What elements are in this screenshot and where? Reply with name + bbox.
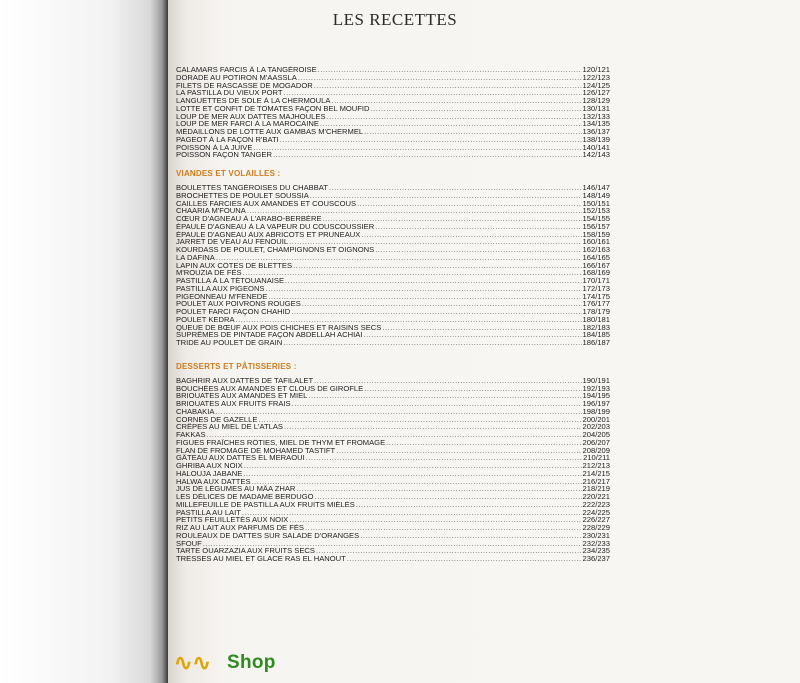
- toc-entry: [176, 184, 610, 192]
- toc-entry: [176, 454, 610, 462]
- toc-leader-dots: [236, 316, 582, 324]
- toc-entry-pages: 226/227: [582, 516, 610, 524]
- toc-entry-title: LA PASTILLA DU VIEUX PORT: [176, 89, 283, 97]
- toc-entry-pages: 178/179: [582, 308, 610, 316]
- toc-leader-dots: [253, 144, 581, 152]
- toc-leader-dots: [306, 454, 582, 462]
- toc-entry: [176, 308, 610, 316]
- toc-entry-title: POULET FARCI FAÇON CHAHID: [176, 308, 291, 316]
- toc-entry-pages: 148/149: [582, 191, 610, 200]
- toc-entry-pages: 166/167: [582, 261, 610, 270]
- toc-entry: [176, 392, 610, 400]
- toc-leader-dots: [289, 516, 581, 524]
- toc-entry-pages: 206/207: [582, 438, 610, 447]
- toc-entry-pages: 196/197: [582, 400, 610, 408]
- table-of-contents: [176, 66, 610, 563]
- toc-entry-pages: 138/139: [582, 135, 610, 144]
- toc-entry-title: LAPIN AUX CÔTES DE BLETTES: [176, 261, 293, 270]
- toc-entry: [176, 331, 610, 339]
- toc-entry: [176, 509, 610, 517]
- toc-section-desserts: [176, 362, 610, 563]
- toc-leader-dots: [242, 509, 582, 517]
- section-heading: VIANDES ET VOLAILLES :: [176, 169, 281, 178]
- toc-entry: [176, 501, 610, 509]
- toc-entry-pages: 222/223: [582, 500, 610, 509]
- toc-entry: [176, 231, 610, 239]
- toc-entry-pages: 134/135: [582, 120, 610, 128]
- toc-entry-pages: 216/217: [582, 477, 610, 486]
- toc-entry-title: FIGUES FRAÎCHES RÔTIES, MIEL DE THYM ET FROMAGE: [176, 438, 386, 447]
- toc-entry-title: CŒUR D'AGNEAU À L'ARABO-BERBÈRE: [176, 215, 322, 223]
- toc-entry-title: TRESSES AU MIEL ET GLACE RAS EL HANOUT: [176, 555, 346, 563]
- toc-entry: [176, 293, 610, 301]
- toc-entry: [176, 136, 610, 144]
- toc-entry-title: HALWA AUX DATTES: [176, 477, 251, 486]
- toc-entry: [176, 400, 610, 408]
- toc-entry-title: PASTILLA AUX PIGEONS: [176, 284, 265, 293]
- toc-entry-pages: 136/137: [582, 128, 610, 136]
- toc-leader-dots: [207, 431, 582, 439]
- toc-entry: [176, 339, 610, 347]
- toc-entry-title: GÂTEAU AUX DATTES EL MERAOUI: [176, 454, 305, 462]
- toc-entry-pages: 154/155: [582, 215, 610, 223]
- toc-entry-title: CHABAKIA: [176, 407, 215, 416]
- toc-leader-dots: [215, 408, 581, 416]
- toc-entry-title: CORNES DE GAZELLE: [176, 415, 258, 424]
- toc-entry-title: SFOUF: [176, 539, 202, 548]
- toc-entry-title: LES DÉLICES DE MADAME BERDUGO: [176, 493, 314, 501]
- toc-entry-pages: 212/213: [582, 462, 610, 470]
- toc-leader-dots: [305, 524, 582, 532]
- toc-entry: [176, 555, 610, 563]
- toc-leader-dots: [243, 269, 582, 277]
- toc-entry-pages: 176/177: [582, 300, 610, 308]
- toc-entry: [176, 447, 610, 455]
- toc-entry-title: KOURDASS DE POULET, CHAMPIGNONS ET OIGNONS: [176, 246, 375, 254]
- toc-entry-title: FLAN DE FROMAGE DE MOHAMED TASTIFT: [176, 446, 336, 455]
- toc-entry-pages: 132/133: [582, 112, 610, 121]
- toc-entry-pages: 186/187: [582, 339, 610, 347]
- toc-entry-pages: 124/125: [582, 81, 610, 90]
- toc-entry-title: ÉPAULE D'AGNEAU À LA VAPEUR DU COUSCOUSSIER: [176, 222, 375, 231]
- toc-leader-dots: [371, 105, 582, 113]
- toc-entry-pages: 164/165: [582, 253, 610, 262]
- toc-leader-dots: [308, 392, 581, 400]
- toc-entry: [176, 470, 610, 478]
- section-heading: DESSERTS ET PÂTISSERIES :: [176, 361, 297, 371]
- toc-entry: [176, 82, 610, 90]
- toc-entry-pages: 230/231: [582, 531, 610, 540]
- toc-entry-pages: 120/121: [582, 66, 610, 74]
- toc-entry-pages: 224/225: [582, 508, 610, 517]
- toc-entry: [176, 485, 610, 493]
- toc-entry-pages: 158/159: [582, 230, 610, 239]
- toc-entry-title: JUS DE LÉGUMES AU MÂA ZHAR: [176, 485, 296, 493]
- toc-leader-dots: [361, 231, 581, 239]
- toc-leader-dots: [360, 532, 581, 540]
- toc-entry: [176, 516, 610, 524]
- toc-section-fish: [176, 66, 610, 159]
- toc-leader-dots: [375, 246, 581, 254]
- toc-entry: [176, 66, 610, 74]
- toc-entry-title: SUPRÊMES DE PINTADE FAÇON ABDELLAH ACHIAI: [176, 331, 363, 339]
- toc-leader-dots: [289, 238, 581, 246]
- toc-leader-dots: [292, 400, 582, 408]
- toc-leader-dots: [284, 89, 582, 97]
- toc-entry: [176, 128, 610, 136]
- toc-entry: [176, 238, 610, 246]
- toc-entry: [176, 478, 610, 486]
- toc-entry: [176, 105, 610, 113]
- toc-leader-dots: [386, 439, 581, 447]
- toc-entry: [176, 269, 610, 277]
- toc-entry: [176, 144, 610, 152]
- toc-entry-title: BAGHRIR AUX DATTES DE TAFILALET: [176, 376, 314, 385]
- toc-entry-title: MÉDAILLONS DE LOTTE AUX GAMBAS M'CHERMEL: [176, 128, 364, 136]
- toc-entry-pages: 236/237: [582, 555, 610, 563]
- toc-entry: [176, 524, 610, 532]
- toc-entry: [176, 277, 610, 285]
- toc-leader-dots: [203, 540, 582, 548]
- toc-entry-pages: 152/153: [582, 207, 610, 215]
- toc-entry-pages: 146/147: [582, 184, 610, 192]
- toc-entry-title: GHRIBA AUX NOIX: [176, 462, 243, 470]
- toc-entry-pages: 202/203: [582, 423, 610, 431]
- toc-leader-dots: [356, 501, 582, 509]
- toc-entry-title: LA DAFINA: [176, 253, 215, 262]
- toc-leader-dots: [252, 478, 582, 486]
- toc-entry: [176, 192, 610, 200]
- toc-entry: [176, 215, 610, 223]
- toc-entry-title: LOUP DE MER AUX DATTES MAJHOULES: [176, 112, 326, 121]
- toc-leader-dots: [357, 200, 581, 208]
- toc-entry-pages: 162/163: [582, 246, 610, 254]
- toc-entry-pages: 208/209: [582, 446, 610, 455]
- toc-leader-dots: [291, 308, 581, 316]
- toc-entry-title: CALAMARS FARCIS À LA TANGÉROISE: [176, 66, 317, 74]
- toc-entry-title: CHAARIA M'FOUNA: [176, 207, 246, 215]
- toc-leader-dots: [258, 416, 581, 424]
- toc-entry-title: POULET AUX POIVRONS ROUGES: [176, 300, 301, 308]
- toc-leader-dots: [310, 192, 582, 200]
- toc-entry-pages: 126/127: [582, 89, 610, 97]
- toc-entry: [176, 113, 610, 121]
- toc-entry: [176, 316, 610, 324]
- toc-entry: [176, 300, 610, 308]
- toc-leader-dots: [244, 462, 582, 470]
- toc-entry-pages: 160/161: [582, 238, 610, 246]
- toc-entry: [176, 74, 610, 82]
- toc-leader-dots: [318, 66, 582, 74]
- toc-leader-dots: [323, 215, 582, 223]
- toc-entry-title: LOTTE ET CONFIT DE TOMATES FAÇON BEL MOUFID: [176, 104, 370, 113]
- toc-leader-dots: [336, 447, 581, 455]
- page-title: LES RECETTES: [332, 10, 458, 29]
- toc-entry-pages: 210/211: [583, 454, 610, 462]
- toc-entry-title: ÉPAULE D'AGNEAU AUX ABRICOTS ET PRUNEAUX: [176, 230, 361, 239]
- toc-entry: [176, 97, 610, 105]
- toc-entry-title: QUEUE DE BŒUF AUX POIS CHICHES ET RAISINS SECS: [176, 323, 382, 332]
- toc-entry-title: ROULEAUX DE DATTES SUR SALADE D'ORANGES: [176, 531, 360, 540]
- toc-entry-pages: 228/229: [582, 524, 610, 532]
- toc-entry: [176, 532, 610, 540]
- toc-entry-title: PAGEOT À LA FAÇON R'BATI: [176, 135, 279, 144]
- toc-entry: [176, 439, 610, 447]
- toc-entry-pages: 194/195: [582, 392, 610, 400]
- toc-entry: [176, 246, 610, 254]
- toc-leader-dots: [283, 339, 581, 347]
- toc-entry-pages: 192/193: [582, 384, 610, 393]
- toc-entry-title: BRIOUATES AUX FRUITS FRAIS: [176, 400, 291, 408]
- toc-entry-title: HALOUJA JABANE: [176, 469, 243, 478]
- toc-entry: [176, 120, 610, 128]
- toc-leader-dots: [266, 285, 582, 293]
- toc-section-meats: [176, 169, 610, 347]
- toc-entry: [176, 262, 610, 270]
- toc-entry: [176, 493, 610, 501]
- toc-entry-title: PASTILLA À LA TÉTOUANAISE: [176, 277, 285, 285]
- shop-logo-text: Shop: [227, 652, 276, 673]
- toc-entry-pages: 174/175: [582, 292, 610, 301]
- toc-entry: [176, 540, 610, 548]
- toc-entry-pages: 184/185: [582, 331, 610, 339]
- toc-leader-dots: [302, 300, 582, 308]
- toc-entry-pages: 168/169: [582, 269, 610, 277]
- toc-entry: [176, 431, 610, 439]
- toc-entry: [176, 285, 610, 293]
- toc-entry-pages: 122/123: [582, 73, 610, 82]
- toc-entry-title: FILETS DE RASCASSE DE MOGADOR: [176, 81, 313, 90]
- toc-leader-dots: [298, 74, 582, 82]
- toc-entry: [176, 462, 610, 470]
- toc-entry-title: POISSON FAÇON TANGER: [176, 151, 272, 159]
- toc-entry: [176, 377, 610, 385]
- toc-leader-dots: [293, 262, 581, 270]
- toc-entry: [176, 324, 610, 332]
- toc-entry: [176, 151, 610, 159]
- toc-entry: [176, 200, 610, 208]
- toc-leader-dots: [314, 82, 582, 90]
- toc-entry-title: PASTILLA AU LAIT: [176, 508, 241, 517]
- toc-entry-pages: 180/181: [582, 315, 610, 324]
- toc-leader-dots: [347, 555, 582, 563]
- toc-leader-dots: [243, 470, 581, 478]
- toc-entry-pages: 190/191: [582, 376, 610, 385]
- toc-entry-title: LANGUETTES DE SOLE À LA CHERMOULA: [176, 97, 331, 105]
- toc-entry-pages: 142/143: [582, 151, 610, 159]
- toc-leader-dots: [364, 385, 581, 393]
- toc-entry: [176, 547, 610, 555]
- toc-entry: [176, 89, 610, 97]
- toc-entry: [176, 408, 610, 416]
- toc-entry-pages: 156/157: [582, 222, 610, 231]
- toc-entry-pages: 214/215: [582, 469, 610, 478]
- toc-leader-dots: [329, 184, 582, 192]
- toc-leader-dots: [316, 547, 582, 555]
- toc-leader-dots: [382, 324, 581, 332]
- toc-leader-dots: [375, 223, 581, 231]
- toc-entry-pages: 130/131: [582, 104, 610, 113]
- toc-entry-pages: 234/235: [582, 547, 610, 555]
- toc-leader-dots: [363, 331, 581, 339]
- toc-entry-pages: 128/129: [582, 97, 610, 105]
- toc-entry-pages: 232/233: [582, 539, 610, 548]
- toc-entry-title: TARTE OUARZAZIA AUX FRUITS SECS: [176, 547, 315, 555]
- toc-leader-dots: [314, 377, 581, 385]
- toc-entry: [176, 223, 610, 231]
- toc-entry-title: BOUCHÉES AUX AMANDES ET CLOUS DE GIROFLE: [176, 384, 364, 393]
- toc-leader-dots: [216, 254, 582, 262]
- toc-entry-title: BRIOUATES AUX AMANDES ET MIEL: [176, 392, 308, 400]
- toc-leader-dots: [268, 293, 581, 301]
- toc-leader-dots: [327, 113, 582, 121]
- toc-entry-title: BOULETTES TANGÉROISES DU CHABBAT: [176, 184, 328, 192]
- shop-logo-swirl: ∿∿: [174, 650, 211, 675]
- toc-leader-dots: [296, 485, 581, 493]
- toc-entry: [176, 385, 610, 393]
- toc-entry: [176, 254, 610, 262]
- toc-entry-title: RIZ AU LAIT AUX PARFUMS DE FÈS: [176, 524, 304, 532]
- toc-leader-dots: [284, 423, 582, 431]
- toc-entry-pages: 182/183: [582, 323, 610, 332]
- toc-entry-pages: 218/219: [582, 485, 610, 493]
- toc-entry-title: CAILLES FARCIES AUX AMANDES ET COUSCOUS: [176, 199, 357, 208]
- toc-entry-title: M'ROUZIA DE FÈS: [176, 269, 242, 277]
- toc-entry-title: POISSON À LA JUIVE: [176, 143, 253, 152]
- toc-entry-pages: 200/201: [582, 415, 610, 424]
- toc-entry-title: FAKKAS: [176, 431, 206, 439]
- toc-entry-pages: 198/199: [582, 407, 610, 416]
- toc-entry-title: POULET KEDRA: [176, 315, 235, 324]
- toc-entry-title: LOUP DE MER FARCI À LA MAROCAINE: [176, 120, 319, 128]
- toc-entry-pages: 220/221: [582, 493, 610, 501]
- toc-entry-pages: 140/141: [582, 143, 610, 152]
- toc-entry-title: PETITS FEUILLETÉS AUX NOIX: [176, 516, 289, 524]
- toc-entry-pages: 150/151: [582, 199, 610, 208]
- toc-entry-title: PIGEONNEAU M'FENEDE: [176, 292, 268, 301]
- toc-entry-title: TRIDE AU POULET DE GRAIN: [176, 339, 283, 347]
- toc-leader-dots: [280, 136, 582, 144]
- toc-entry-title: BROCHETTES DE POULET SOUSSIA: [176, 191, 309, 200]
- toc-leader-dots: [315, 493, 582, 501]
- toc-leader-dots: [331, 97, 581, 105]
- toc-entry-pages: 204/205: [582, 431, 610, 439]
- toc-leader-dots: [320, 120, 582, 128]
- toc-leader-dots: [247, 207, 582, 215]
- toc-leader-dots: [285, 277, 582, 285]
- toc-entry: [176, 416, 610, 424]
- book-gutter-shadow: [0, 0, 168, 683]
- toc-entry: [176, 423, 610, 431]
- toc-entry: [176, 207, 610, 215]
- toc-entry-pages: 170/171: [582, 277, 610, 285]
- toc-entry-title: CRÊPES AU MIEL DE L'ATLAS: [176, 423, 283, 431]
- toc-leader-dots: [273, 151, 582, 159]
- toc-entry-title: JARRET DE VEAU AU FENOUIL: [176, 238, 289, 246]
- toc-entry-pages: 172/173: [582, 284, 610, 293]
- toc-entry-title: DORADE AU POTIRON M'AASSLA: [176, 73, 297, 82]
- toc-entry-title: MILLEFEUILLE DE PASTILLA AUX FRUITS MIÉLÉS: [176, 500, 355, 509]
- toc-leader-dots: [364, 128, 581, 136]
